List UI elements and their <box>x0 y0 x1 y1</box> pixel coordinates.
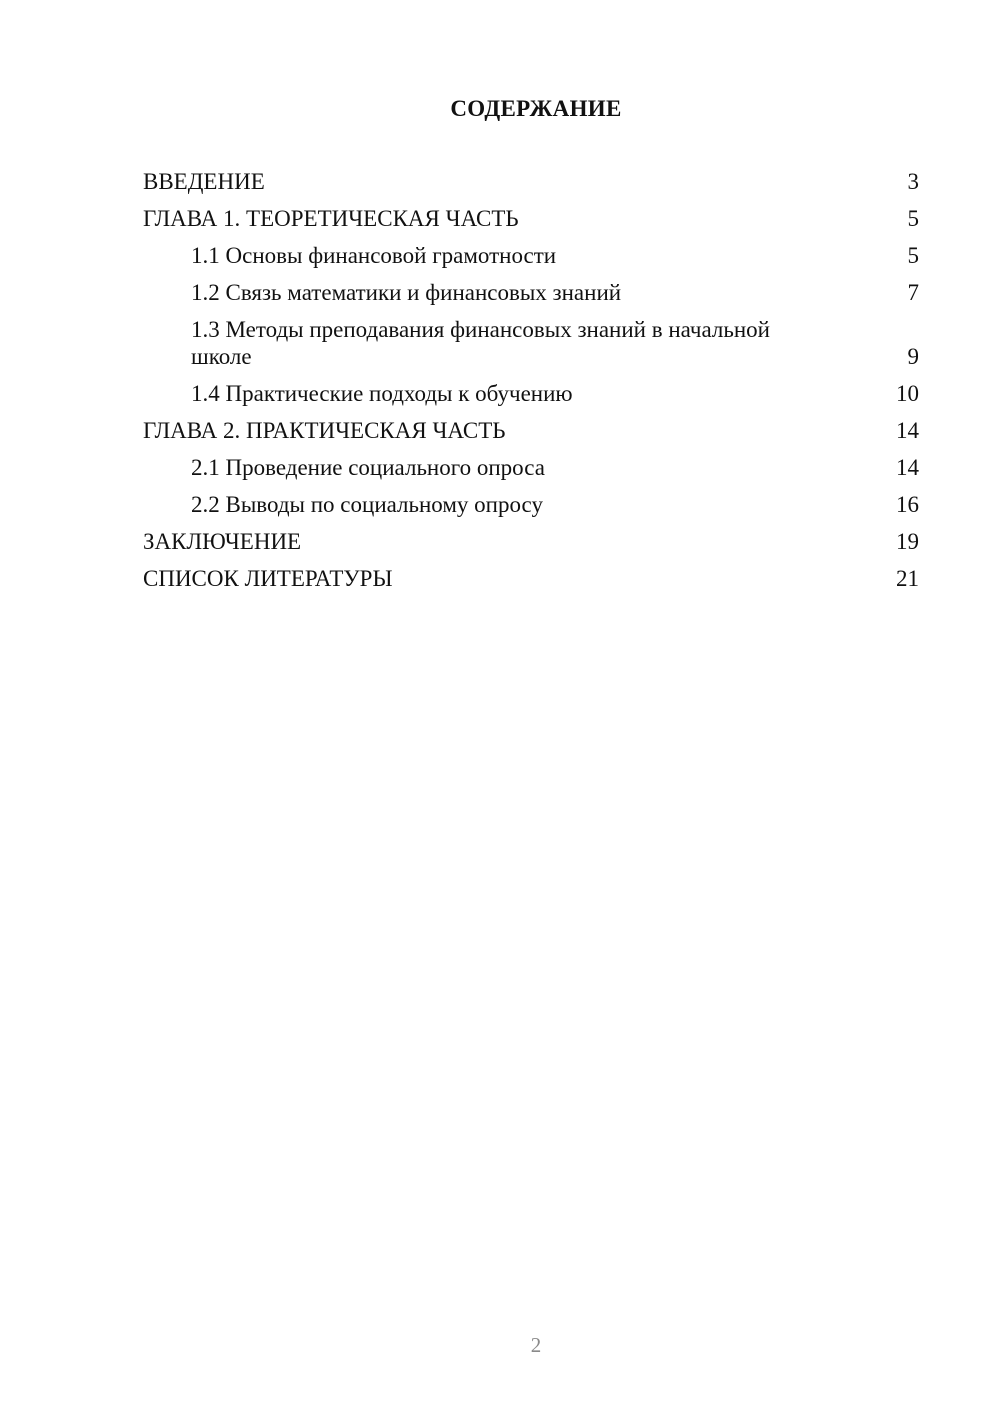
toc-entry-page: 10 <box>896 381 919 406</box>
page-title: СОДЕРЖАНИЕ <box>450 96 622 121</box>
toc-entry-page: 5 <box>907 206 919 231</box>
toc-entry-section-1-1[interactable] <box>143 242 919 269</box>
toc-entry-conclusion[interactable] <box>143 528 919 555</box>
toc-entry-text: 2.1 Проведение социального опроса <box>191 455 545 480</box>
toc-entry-section-1-4[interactable] <box>143 380 919 407</box>
toc-entry-chapter-2[interactable] <box>143 417 919 444</box>
toc-entry-page: 14 <box>896 418 919 443</box>
toc-entry-text: ГЛАВА 2. ПРАКТИЧЕСКАЯ ЧАСТЬ <box>143 418 506 443</box>
toc-entry-section-2-2[interactable] <box>143 491 919 518</box>
toc-entry-section-1-3[interactable] <box>143 316 919 370</box>
page-number: 2 <box>530 1333 542 1357</box>
toc-entry-text: СПИСОК ЛИТЕРАТУРЫ <box>143 566 393 591</box>
toc-entry-text: 1.4 Практические подходы к обучению <box>191 381 573 406</box>
toc-entry-introduction[interactable] <box>143 168 919 195</box>
toc-entry-page: 16 <box>896 492 919 517</box>
table-of-contents <box>143 168 919 602</box>
toc-entry-page: 19 <box>896 529 919 554</box>
toc-entry-page: 7 <box>907 280 919 305</box>
toc-entry-text: 1.2 Связь математики и финансовых знаний <box>191 280 622 305</box>
toc-entry-text: 2.2 Выводы по социальному опросу <box>191 492 543 517</box>
toc-entry-page: 3 <box>907 169 919 194</box>
toc-entry-text: ГЛАВА 1. ТЕОРЕТИЧЕСКАЯ ЧАСТЬ <box>143 206 519 231</box>
toc-entry-page: 14 <box>896 455 919 480</box>
toc-entry-references[interactable] <box>143 565 919 592</box>
toc-entry-section-2-1[interactable] <box>143 454 919 481</box>
toc-entry-text: 1.3 Методы преподавания финансовых знаний в начальной школе <box>191 317 770 369</box>
toc-entry-page: 5 <box>907 243 919 268</box>
toc-entry-page: 21 <box>896 566 919 591</box>
toc-entry-chapter-1[interactable] <box>143 205 919 232</box>
toc-entry-section-1-2[interactable] <box>143 279 919 306</box>
toc-entry-text: 1.1 Основы финансовой грамотности <box>191 243 557 268</box>
toc-entry-page: 9 <box>907 344 919 369</box>
toc-entry-text: ВВЕДЕНИЕ <box>143 169 265 194</box>
toc-entry-text: ЗАКЛЮЧЕНИЕ <box>143 529 302 554</box>
